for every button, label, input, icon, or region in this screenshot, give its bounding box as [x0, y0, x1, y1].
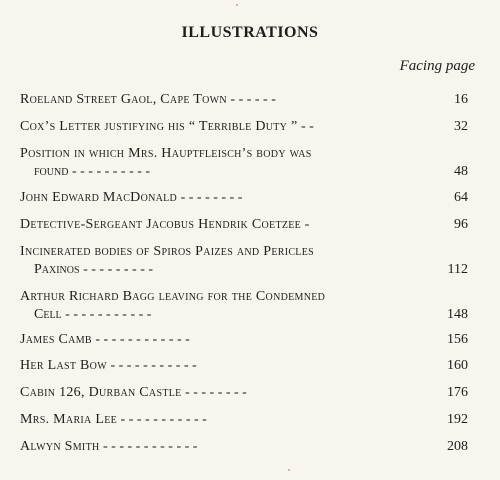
- entry-title-continued: found: [34, 164, 69, 179]
- dot-leader: - - - - - - - -: [181, 385, 247, 400]
- dot-leader: - - - - - -: [226, 92, 276, 107]
- dot-leader: - - - - - - - - - - - -: [99, 439, 198, 454]
- paper-speck: [288, 469, 290, 471]
- entry-page-number: 160: [447, 358, 468, 373]
- illustration-entry: [20, 92, 468, 110]
- entry-title: Cox’s Letter justifying his “ Terrible Duty ”: [20, 119, 298, 134]
- entry-title: Alwyn Smith: [20, 439, 100, 454]
- entry-page-number: 48: [454, 164, 468, 179]
- entry-title: Arthur Richard Bagg leaving for the Condemned: [20, 289, 326, 304]
- illustration-entry: [20, 439, 468, 457]
- entry-page-number: 192: [447, 412, 468, 427]
- entry-title: Detective-Sergeant Jacobus Hendrik Coetzee: [20, 217, 302, 232]
- entry-title: Position in which Mrs. Hauptfleisch’s body was: [20, 146, 312, 161]
- illustration-entry: [20, 190, 468, 208]
- entry-title: James Camb: [20, 332, 92, 347]
- entry-title: Incinerated bodies of Spiros Paizes and Pericles: [20, 244, 314, 259]
- illustration-entry: [20, 332, 468, 350]
- entry-title: Roeland Street Gaol, Cape Town: [20, 92, 227, 107]
- entry-title: Cabin 126, Durban Castle: [20, 385, 182, 400]
- entry-title: Mrs. Maria Lee: [20, 412, 118, 427]
- illustration-entry: [20, 244, 468, 280]
- illustration-entry: [20, 385, 468, 403]
- entry-title-continued: Cell: [34, 307, 62, 322]
- illustration-entry: [20, 217, 468, 235]
- illustration-entry: [20, 146, 468, 182]
- dot-leader: -: [301, 217, 310, 232]
- illustration-entry: [20, 119, 468, 137]
- entry-page-number: 208: [447, 439, 468, 454]
- entry-page-number: 96: [454, 217, 468, 232]
- entry-page-number: 64: [454, 190, 468, 205]
- dot-leader: - - - - - - - - - - -: [61, 307, 152, 322]
- dot-leader: - - - - - - - - - - -: [117, 412, 207, 427]
- entry-page-number: 32: [454, 119, 468, 134]
- dot-leader: - - - - - - - - - - -: [106, 358, 197, 373]
- entry-page-number: 176: [447, 385, 468, 400]
- illustration-entry: [20, 289, 468, 325]
- entry-page-number: 148: [447, 307, 468, 322]
- paper-speck: [236, 4, 238, 6]
- illustration-entry: [20, 412, 468, 430]
- dot-leader: - -: [297, 119, 314, 134]
- dot-leader: - - - - - - - - - -: [68, 164, 151, 179]
- entry-title-continued: Paxinos: [34, 262, 80, 277]
- entry-title: Her Last Bow: [20, 358, 107, 373]
- facing-page-label: Facing page: [399, 58, 475, 74]
- dot-leader: - - - - - - - -: [177, 190, 243, 205]
- entry-page-number: 156: [447, 332, 468, 347]
- illustration-entry: [20, 358, 468, 376]
- entry-title: John Edward MacDonald: [20, 190, 178, 205]
- entry-page-number: 16: [454, 92, 468, 107]
- dot-leader: - - - - - - - - - - - -: [91, 332, 190, 347]
- dot-leader: - - - - - - - - -: [79, 262, 154, 277]
- entry-page-number: 112: [447, 262, 468, 277]
- page-title: ILLUSTRATIONS: [181, 24, 319, 41]
